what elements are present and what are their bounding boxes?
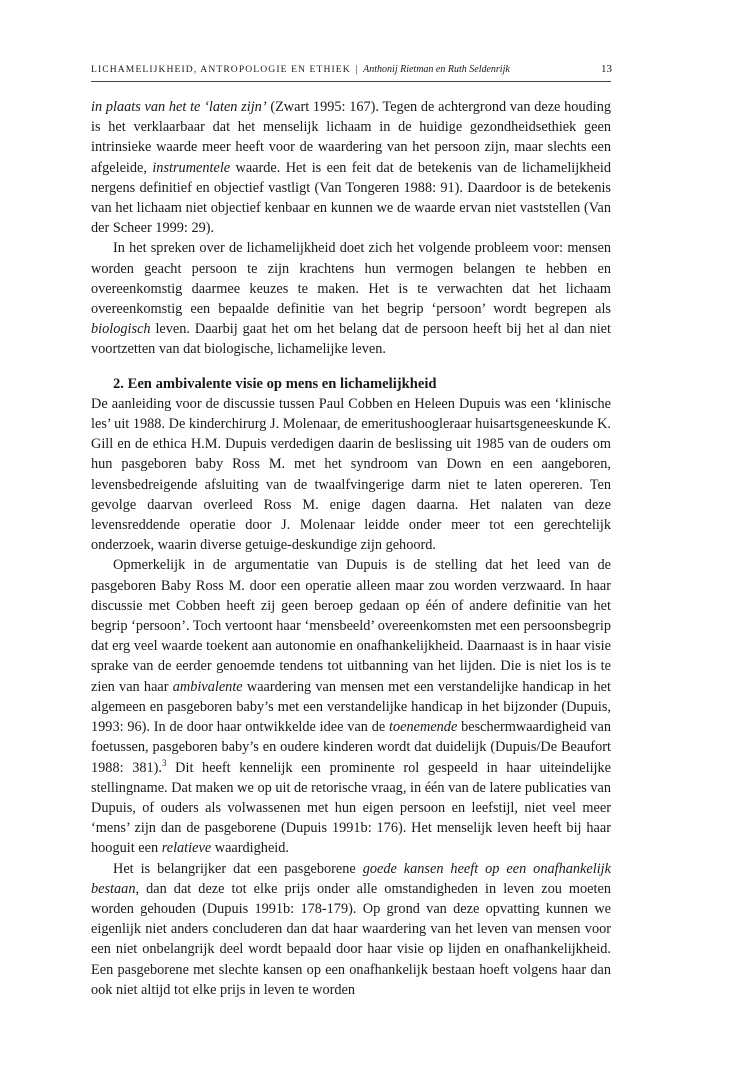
paragraph-3: De aanleiding voor de discussie tussen Paul Cobben en Heleen Dupuis was een ‘klinische les’ uit 1988. De kinderchirurg J. Molenaar, de emeritushoogleraar huisartsgeneeskunde K. Gill en de ethica H.M. Dupuis verdedigen daarin de beslissing uit 1985 van de ouders om hun pasgeboren baby Ross M. met het syndroom van Down en een aangeboren, levensbedreigende afsluiting van de twaalfvingerige darm niet te laten opereren. Ten gevolge daarvan overleed Ross M. enige dagen daarna. Het nalaten van deze levensreddende operatie door J. Molenaar leidde onder meer tot een gerechtelijk onderzoek, waarin diverse getuige-deskundige zijn gehoord. (91, 395, 611, 554)
running-head-separator: | (355, 64, 359, 75)
header-rule (91, 81, 611, 82)
running-head (91, 63, 611, 77)
paragraph-2: In het spreken over de lichamelijkheid doet zich het volgende probleem voor: mensen worden geacht persoon te zijn krachtens hun vermogen belangen te hebben en overeenkomstig daarmee keuzes te maken. Het is te verwachten dat het lichaam overeenkomstig een bepaalde definitie van het begrip ‘persoon’ wordt begrepen als biologisch leven. Daarbij gaat het om het belang dat de persoon heeft bij het al dan niet voortzetten van dat biologische, lichamelijke leven. (91, 240, 611, 358)
body-text (91, 97, 611, 1000)
page-number: 13 (601, 63, 612, 75)
paragraph-4: Opmerkelijk in de argumentatie van Dupuis is de stelling dat het leed van de pasgeboren Baby Ross M. door een operatie alleen maar zou worden verzwaard. In haar discussie met Cobben heeft zij geen beroep gedaan op één of andere definitie van het begrip ‘persoon’. Toch vertoont haar ‘mensbeeld’ overeenkomsten met een persoonsbegrip dat erg veel waarde toekent aan autonomie en onafhankelijkheid. Daarnaast is in haar visie sprake van de eerder genoemde tendens tot uitbanning van het lijden. Die is niet los is te zien van haar ambivalente waardering van mensen met een verstandelijke handicap in het algemeen en pasgeboren baby’s met een verstandelijke handicap in het bijzonder (Dupuis, 1993: 96). In de door haar ontwikkelde idee van de toenemende beschermwaardigheid van foetussen, pasgeboren baby’s en oudere kinderen wordt dat duidelijk (Dupuis/De Beaufort 1988: 381).$^3$ Dit heeft kennelijk een prominente rol gespeeld in haar uiteindelijke stellingname. Dat maken we op uit de retorische vraag, in één van de latere publicaties van Dupuis, of ouders als volwassenen met hun eigen persoon en leefstijl, niet veel meer ‘mens’ zijn dan de pasgeborene (Dupuis 1991b: 176). Het menselijk leven heeft bij haar hooguit een relatieve waardigheid. (91, 557, 612, 857)
footnote-marker: 3 (162, 757, 167, 768)
paragraph-5: Het is belangrijker dat een pasgeborene goede kansen heeft op een onafhankelijk bestaan, dan dat deze tot elke prijs onder alle omstandigheden in leven zou moeten worden gehouden (Dupuis 1991b: 178-179). Op grond van deze opvatting kunnen we eigenlijk niet anders concluderen dan dat haar waardering van het leven van mensen voor een niet onbelangrijk deel wordt bepaald door haar visie op lijden en onafhankelijkheid. Een pasgeborene met slechte kansen op een onafhankelijk bestaan hoeft volgens haar dan ook niet altijd tot elke prijs in leven te worden (91, 860, 611, 998)
running-head-title: LICHAMELIJKHEID, ANTROPOLOGIE EN ETHIEK (91, 64, 351, 75)
running-head-authors: Anthonij Rietman en Ruth Seldenrijk (363, 64, 510, 75)
section-heading: 2. Een ambivalente visie op mens en lichamelijkheid (113, 375, 437, 392)
paragraph-1: in plaats van het te ‘laten zijn’ (Zwart 1995: 167). Tegen de achtergrond van deze houding is het verklaarbaar dat het menselijk lichaam in de huidige gezondheidsethiek geen intrinsieke waarde meer heeft voor de waardering van het persoon zijn, maar slechts een afgeleide, instrumentele waarde. Het is een feit dat de betekenis van de lichamelijkheid nergens definitief en objectief vastligt (Van Tongeren 1988: 91). Daardoor is de betekenis van het lichaam niet objectief kenbaar en kunnen we de waarde ervan niet vaststellen (Van der Scheer 1999: 29). (91, 99, 611, 237)
